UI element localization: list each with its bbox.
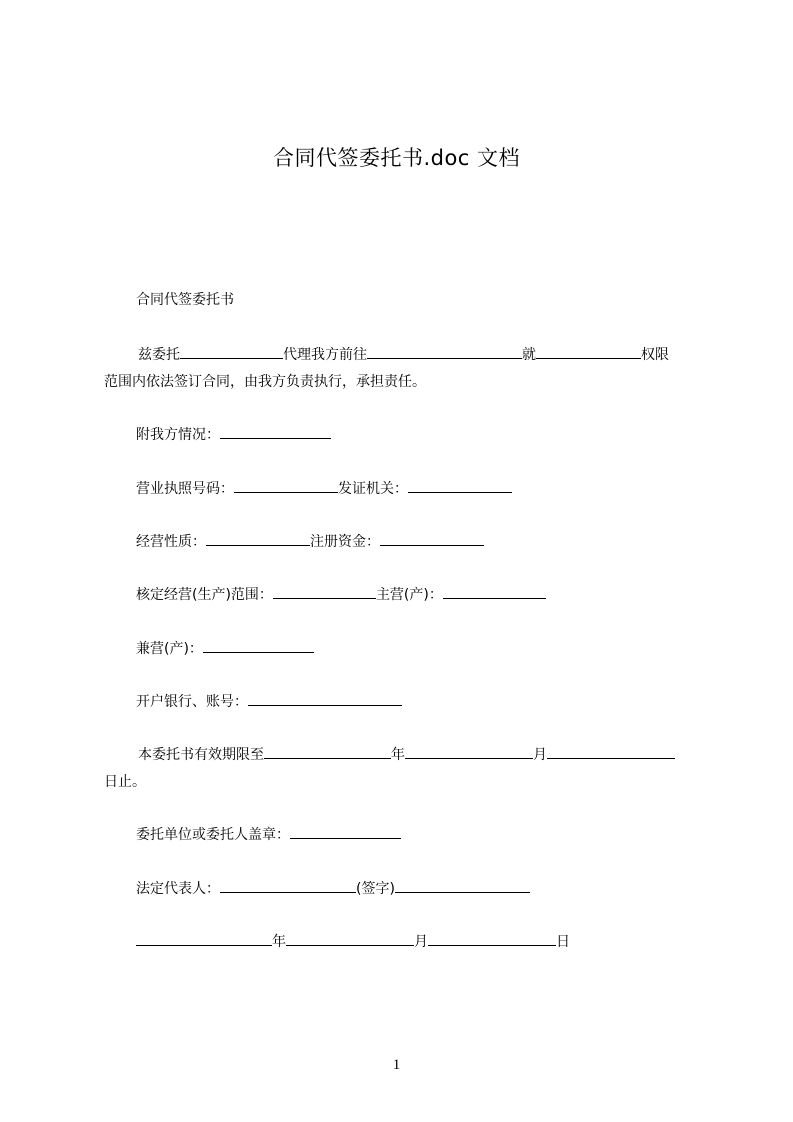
bank-line [136, 692, 402, 711]
main-label: 主营(产)： [375, 587, 443, 603]
blank-capital[interactable] [380, 532, 484, 546]
validity-line-2: 日止。 [104, 774, 146, 790]
blank-date-day[interactable] [428, 932, 556, 946]
blank-bank[interactable] [248, 692, 402, 706]
info-label: 附我方情况： [136, 427, 220, 443]
document-title: 合同代签委托书.doc 文档 [272, 146, 521, 170]
license-label: 营业执照号码： [136, 481, 234, 497]
text: 权限 [641, 347, 669, 363]
blank-date-year[interactable] [136, 932, 272, 946]
date-day-label: 日 [556, 934, 570, 950]
blank-nature[interactable] [206, 532, 310, 546]
page-number: 1 [392, 1057, 401, 1073]
seal-line [136, 825, 401, 844]
blank-validity-day[interactable] [547, 745, 675, 759]
blank-date-month[interactable] [286, 932, 414, 946]
delegation-line-2: 范围内依法签订合同，由我方负责执行，承担责任。 [104, 374, 426, 390]
side-label: 兼营(产)： [136, 641, 203, 657]
blank-matter[interactable] [536, 345, 641, 359]
validity-line-1 [138, 745, 675, 764]
rep-label: 法定代表人： [136, 881, 220, 897]
blank-scope[interactable] [273, 585, 376, 599]
bank-label: 开户银行、账号： [136, 694, 248, 710]
blank-info[interactable] [220, 425, 331, 439]
nature-line [136, 532, 484, 551]
text: 代理我方前往 [283, 347, 367, 363]
blank-seal[interactable] [290, 825, 401, 839]
text: 兹委托 [138, 347, 180, 363]
blank-authority[interactable] [408, 479, 512, 493]
rep-line [136, 879, 530, 898]
license-line [136, 479, 512, 498]
text: 就 [522, 347, 536, 363]
scope-line [136, 585, 546, 604]
date-month-label: 月 [414, 934, 428, 950]
blank-side[interactable] [203, 639, 314, 653]
validity-text: 本委托书有效期限至 [138, 747, 264, 763]
letter-heading: 合同代签委托书 [136, 292, 234, 308]
month-label: 月 [533, 747, 547, 763]
blank-sign[interactable] [395, 879, 530, 893]
blank-validity-month[interactable] [405, 745, 533, 759]
blank-validity-year[interactable] [264, 745, 391, 759]
date-year-label: 年 [272, 934, 286, 950]
authority-label: 发证机关： [338, 481, 408, 497]
blank-agent[interactable] [180, 345, 283, 359]
scope-label: 核定经营(生产)范围： [136, 587, 273, 603]
delegation-line-1 [138, 345, 669, 364]
sign-label: (签字) [356, 881, 395, 897]
capital-label: 注册资金： [310, 534, 380, 550]
blank-main[interactable] [443, 585, 546, 599]
blank-rep[interactable] [220, 879, 356, 893]
info-line [136, 425, 331, 444]
date-line [136, 932, 570, 951]
side-line [136, 639, 314, 658]
nature-label: 经营性质： [136, 534, 206, 550]
seal-label: 委托单位或委托人盖章： [136, 827, 290, 843]
blank-license[interactable] [234, 479, 338, 493]
year-label: 年 [391, 747, 405, 763]
blank-destination[interactable] [367, 345, 522, 359]
